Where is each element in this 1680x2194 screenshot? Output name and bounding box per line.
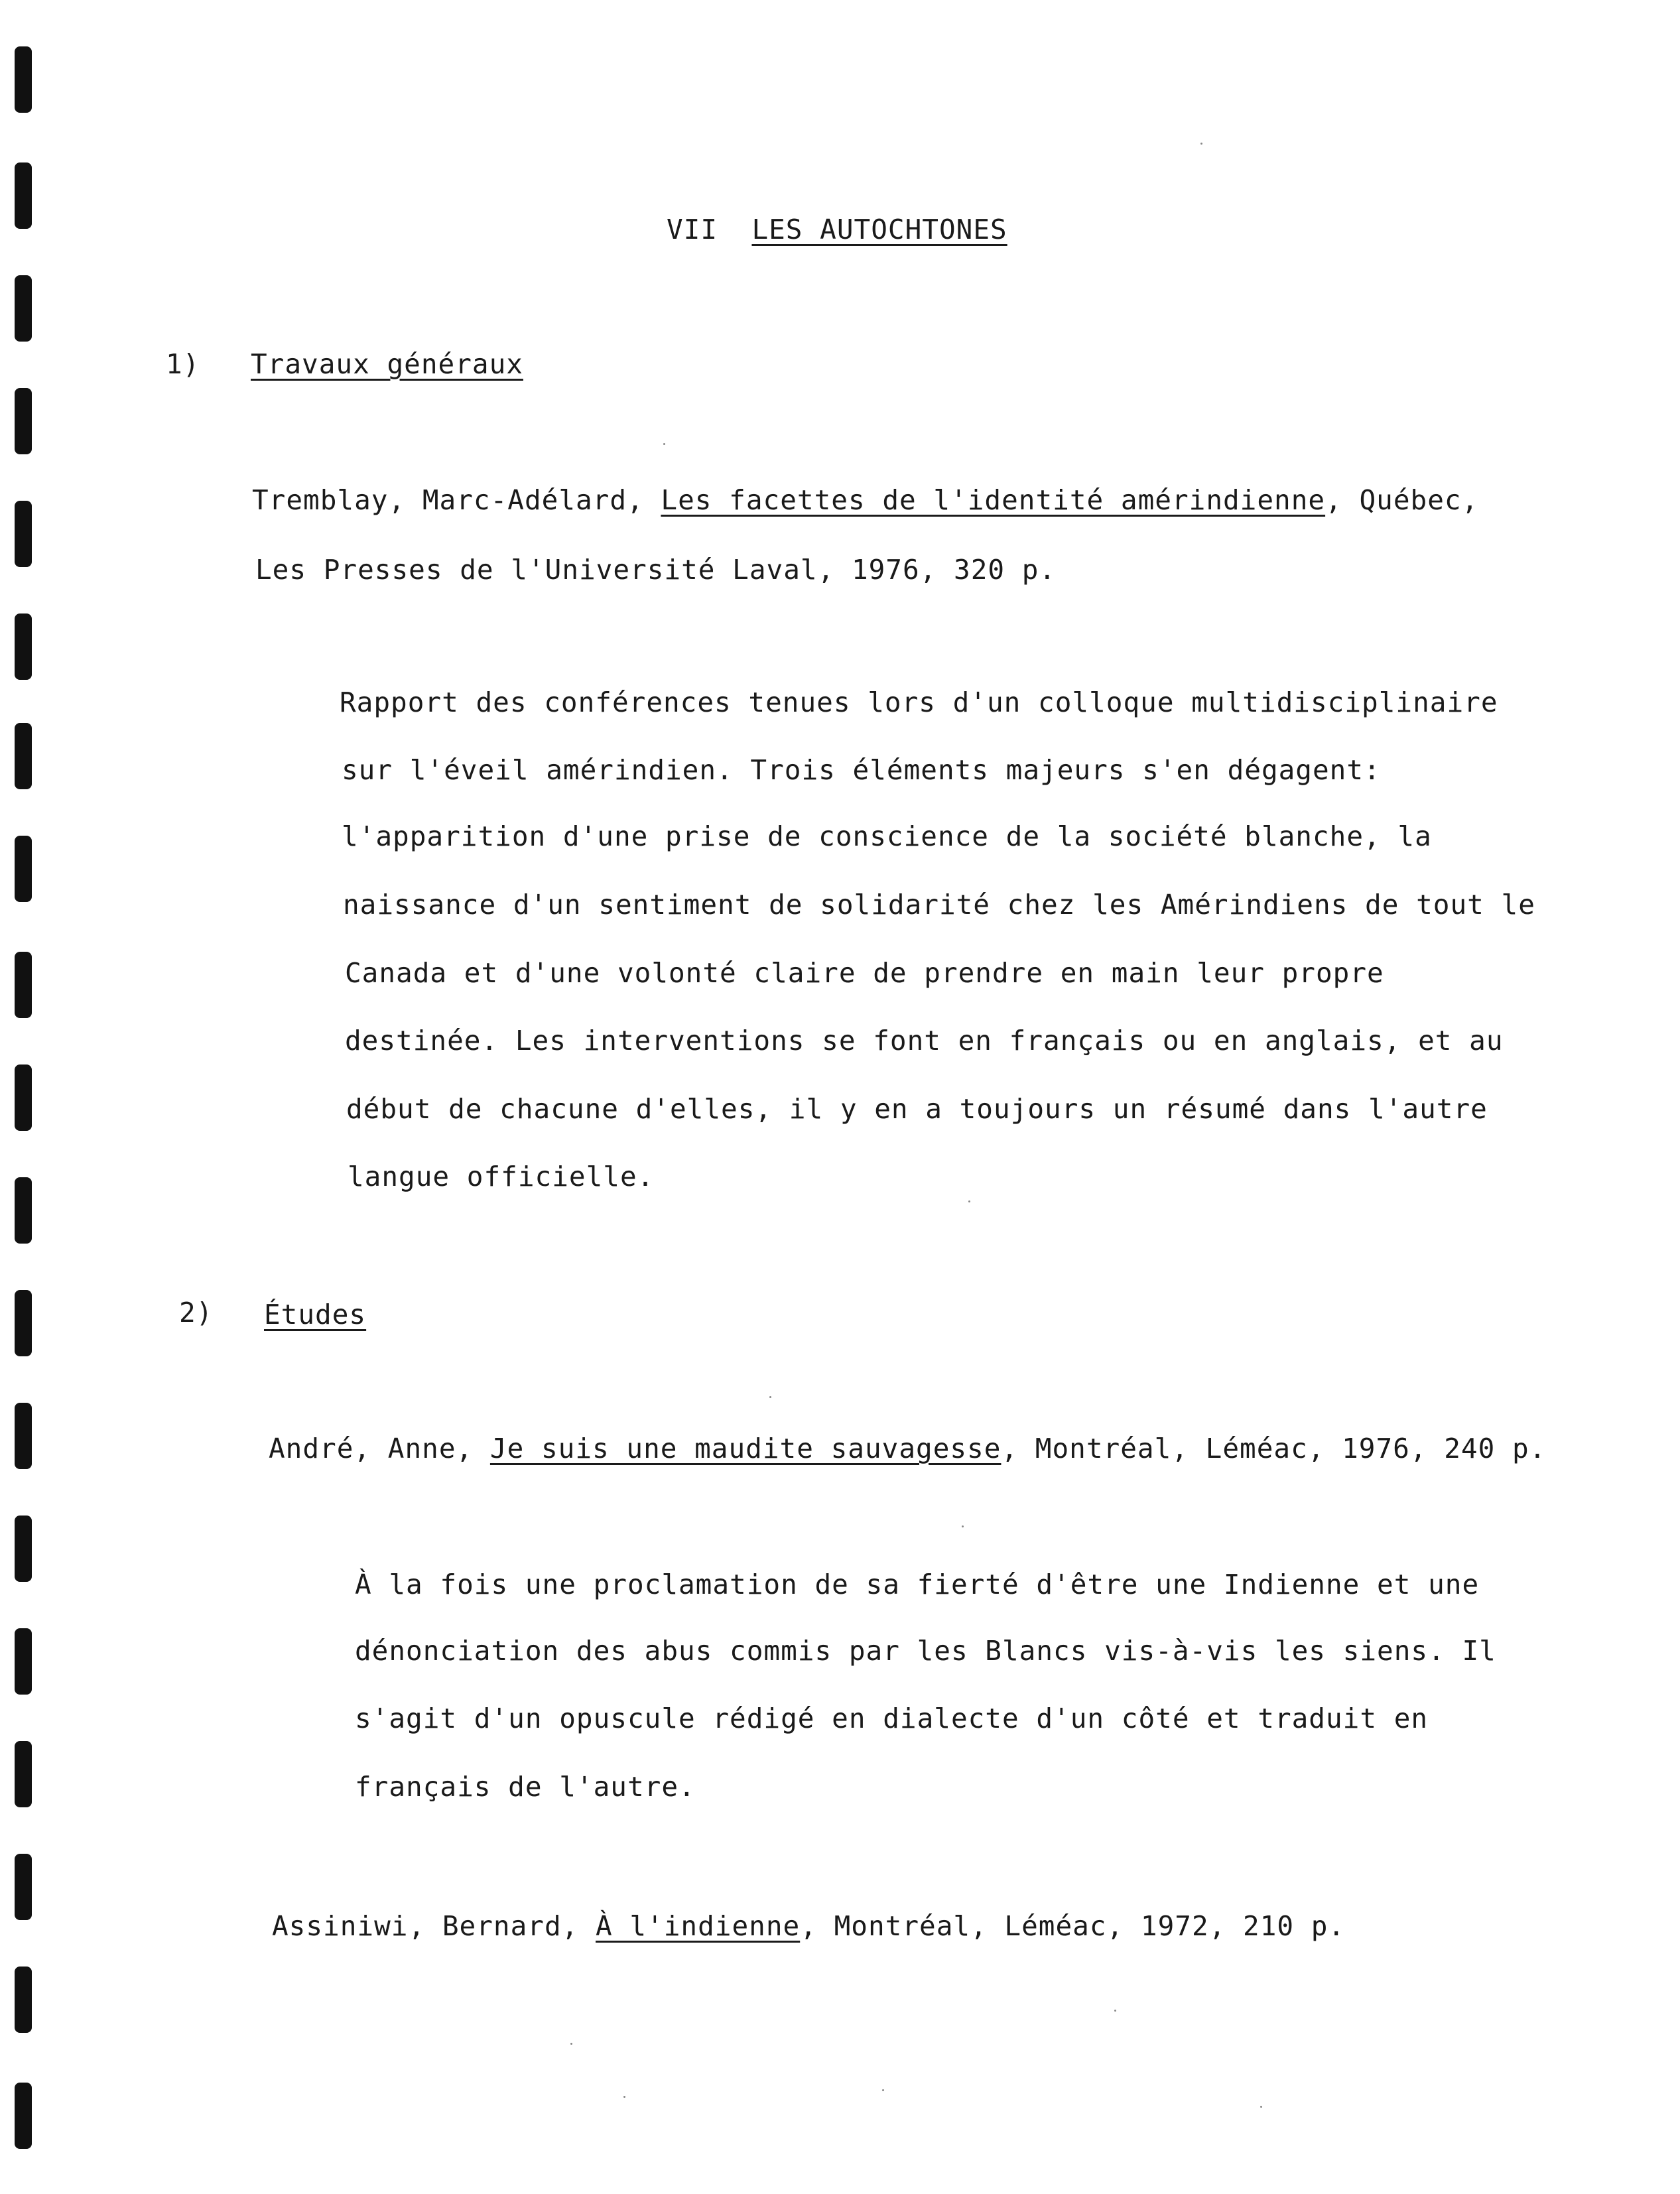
punch-hole <box>15 388 32 454</box>
punch-hole <box>15 1516 32 1582</box>
punch-hole <box>15 1628 32 1695</box>
annotation-line: sur l'éveil amérindien. Trois éléments majeurs s'en dégagent: <box>342 754 1381 786</box>
punch-hole <box>15 1854 32 1920</box>
annotation-line: l'apparition d'une prise de conscience de la société blanche, la <box>342 820 1432 852</box>
entry-author: Assiniwi, Bernard, <box>272 1910 596 1942</box>
entry-author: André, Anne, <box>269 1433 490 1464</box>
punch-hole <box>15 952 32 1018</box>
annotation-line: Canada et d'une volonté claire de prendre en main leur propre <box>345 957 1384 989</box>
punch-hole <box>15 46 32 113</box>
punch-hole <box>15 723 32 789</box>
section-title: LES AUTOCHTONES <box>751 214 1007 245</box>
punch-hole <box>15 1403 32 1469</box>
entry-title: Je suis une maudite sauvagesse <box>489 1433 1002 1464</box>
annotation-line: début de chacune d'elles, il y en a toujours un résumé dans l'autre <box>346 1093 1488 1125</box>
punch-hole <box>15 2083 32 2149</box>
section-numeral: VII <box>667 214 718 245</box>
binder-holes <box>15 36 33 2179</box>
scan-speck <box>623 2096 625 2098</box>
annotation-line: naissance d'un sentiment de solidarité chez les Amérindiens de tout le <box>343 889 1535 921</box>
entry-title: À l'indienne <box>596 1910 801 1942</box>
punch-hole <box>15 1177 32 1244</box>
bibliography-entry <box>252 484 1478 516</box>
subsection-number: 2) <box>179 1297 214 1328</box>
punch-hole <box>15 1741 32 1807</box>
scan-speck <box>1114 2010 1116 2012</box>
punch-hole <box>15 275 32 342</box>
annotation-line: destinée. Les interventions se font en français ou en anglais, et au <box>345 1025 1504 1057</box>
annotation-line: langue officielle. <box>348 1161 655 1193</box>
entry-publisher: , Montréal, Léméac, 1972, 210 p. <box>800 1910 1346 1942</box>
scan-speck <box>1200 143 1202 145</box>
punch-hole <box>15 836 32 902</box>
scan-speck <box>1260 2106 1262 2108</box>
entry-publisher: , Montréal, Léméac, 1976, 240 p. <box>1001 1433 1547 1464</box>
scan-speck <box>968 1200 970 1202</box>
scan-speck <box>663 443 665 445</box>
subsection-title: Études <box>264 1299 367 1330</box>
annotation-line: Rapport des conférences tenues lors d'un colloque multidisciplinaire <box>340 686 1498 718</box>
bibliography-entry <box>272 1910 1345 1942</box>
punch-hole <box>15 1065 32 1131</box>
punch-hole <box>15 1967 32 2033</box>
entry-publication-details: Les Presses de l'Université Laval, 1976, 320 p. <box>255 554 1057 586</box>
annotation-line: s'agit d'un opuscule rédigé en dialecte d'un côté et traduit en <box>355 1703 1429 1734</box>
scan-speck <box>882 2089 884 2091</box>
entry-publisher: , Québec, <box>1325 484 1479 516</box>
annotation-line: À la fois une proclamation de sa fierté d'être une Indienne et une <box>355 1569 1480 1600</box>
bibliography-entry <box>269 1433 1546 1464</box>
punch-hole <box>15 1290 32 1356</box>
scan-speck <box>769 1396 771 1398</box>
subsection-title: Travaux généraux <box>251 348 523 380</box>
scan-speck <box>570 2043 572 2045</box>
subsection-number: 1) <box>166 348 200 380</box>
scan-speck <box>962 1525 964 1527</box>
punch-hole <box>15 501 32 567</box>
section-heading <box>667 214 1007 245</box>
annotation-line: français de l'autre. <box>355 1771 696 1803</box>
annotation-line: dénonciation des abus commis par les Blancs vis-à-vis les siens. Il <box>355 1635 1496 1667</box>
punch-hole <box>15 162 32 229</box>
entry-title: Les facettes de l'identité amérindienne <box>661 484 1326 516</box>
entry-author: Tremblay, Marc-Adélard, <box>252 484 661 516</box>
punch-hole <box>15 613 32 680</box>
